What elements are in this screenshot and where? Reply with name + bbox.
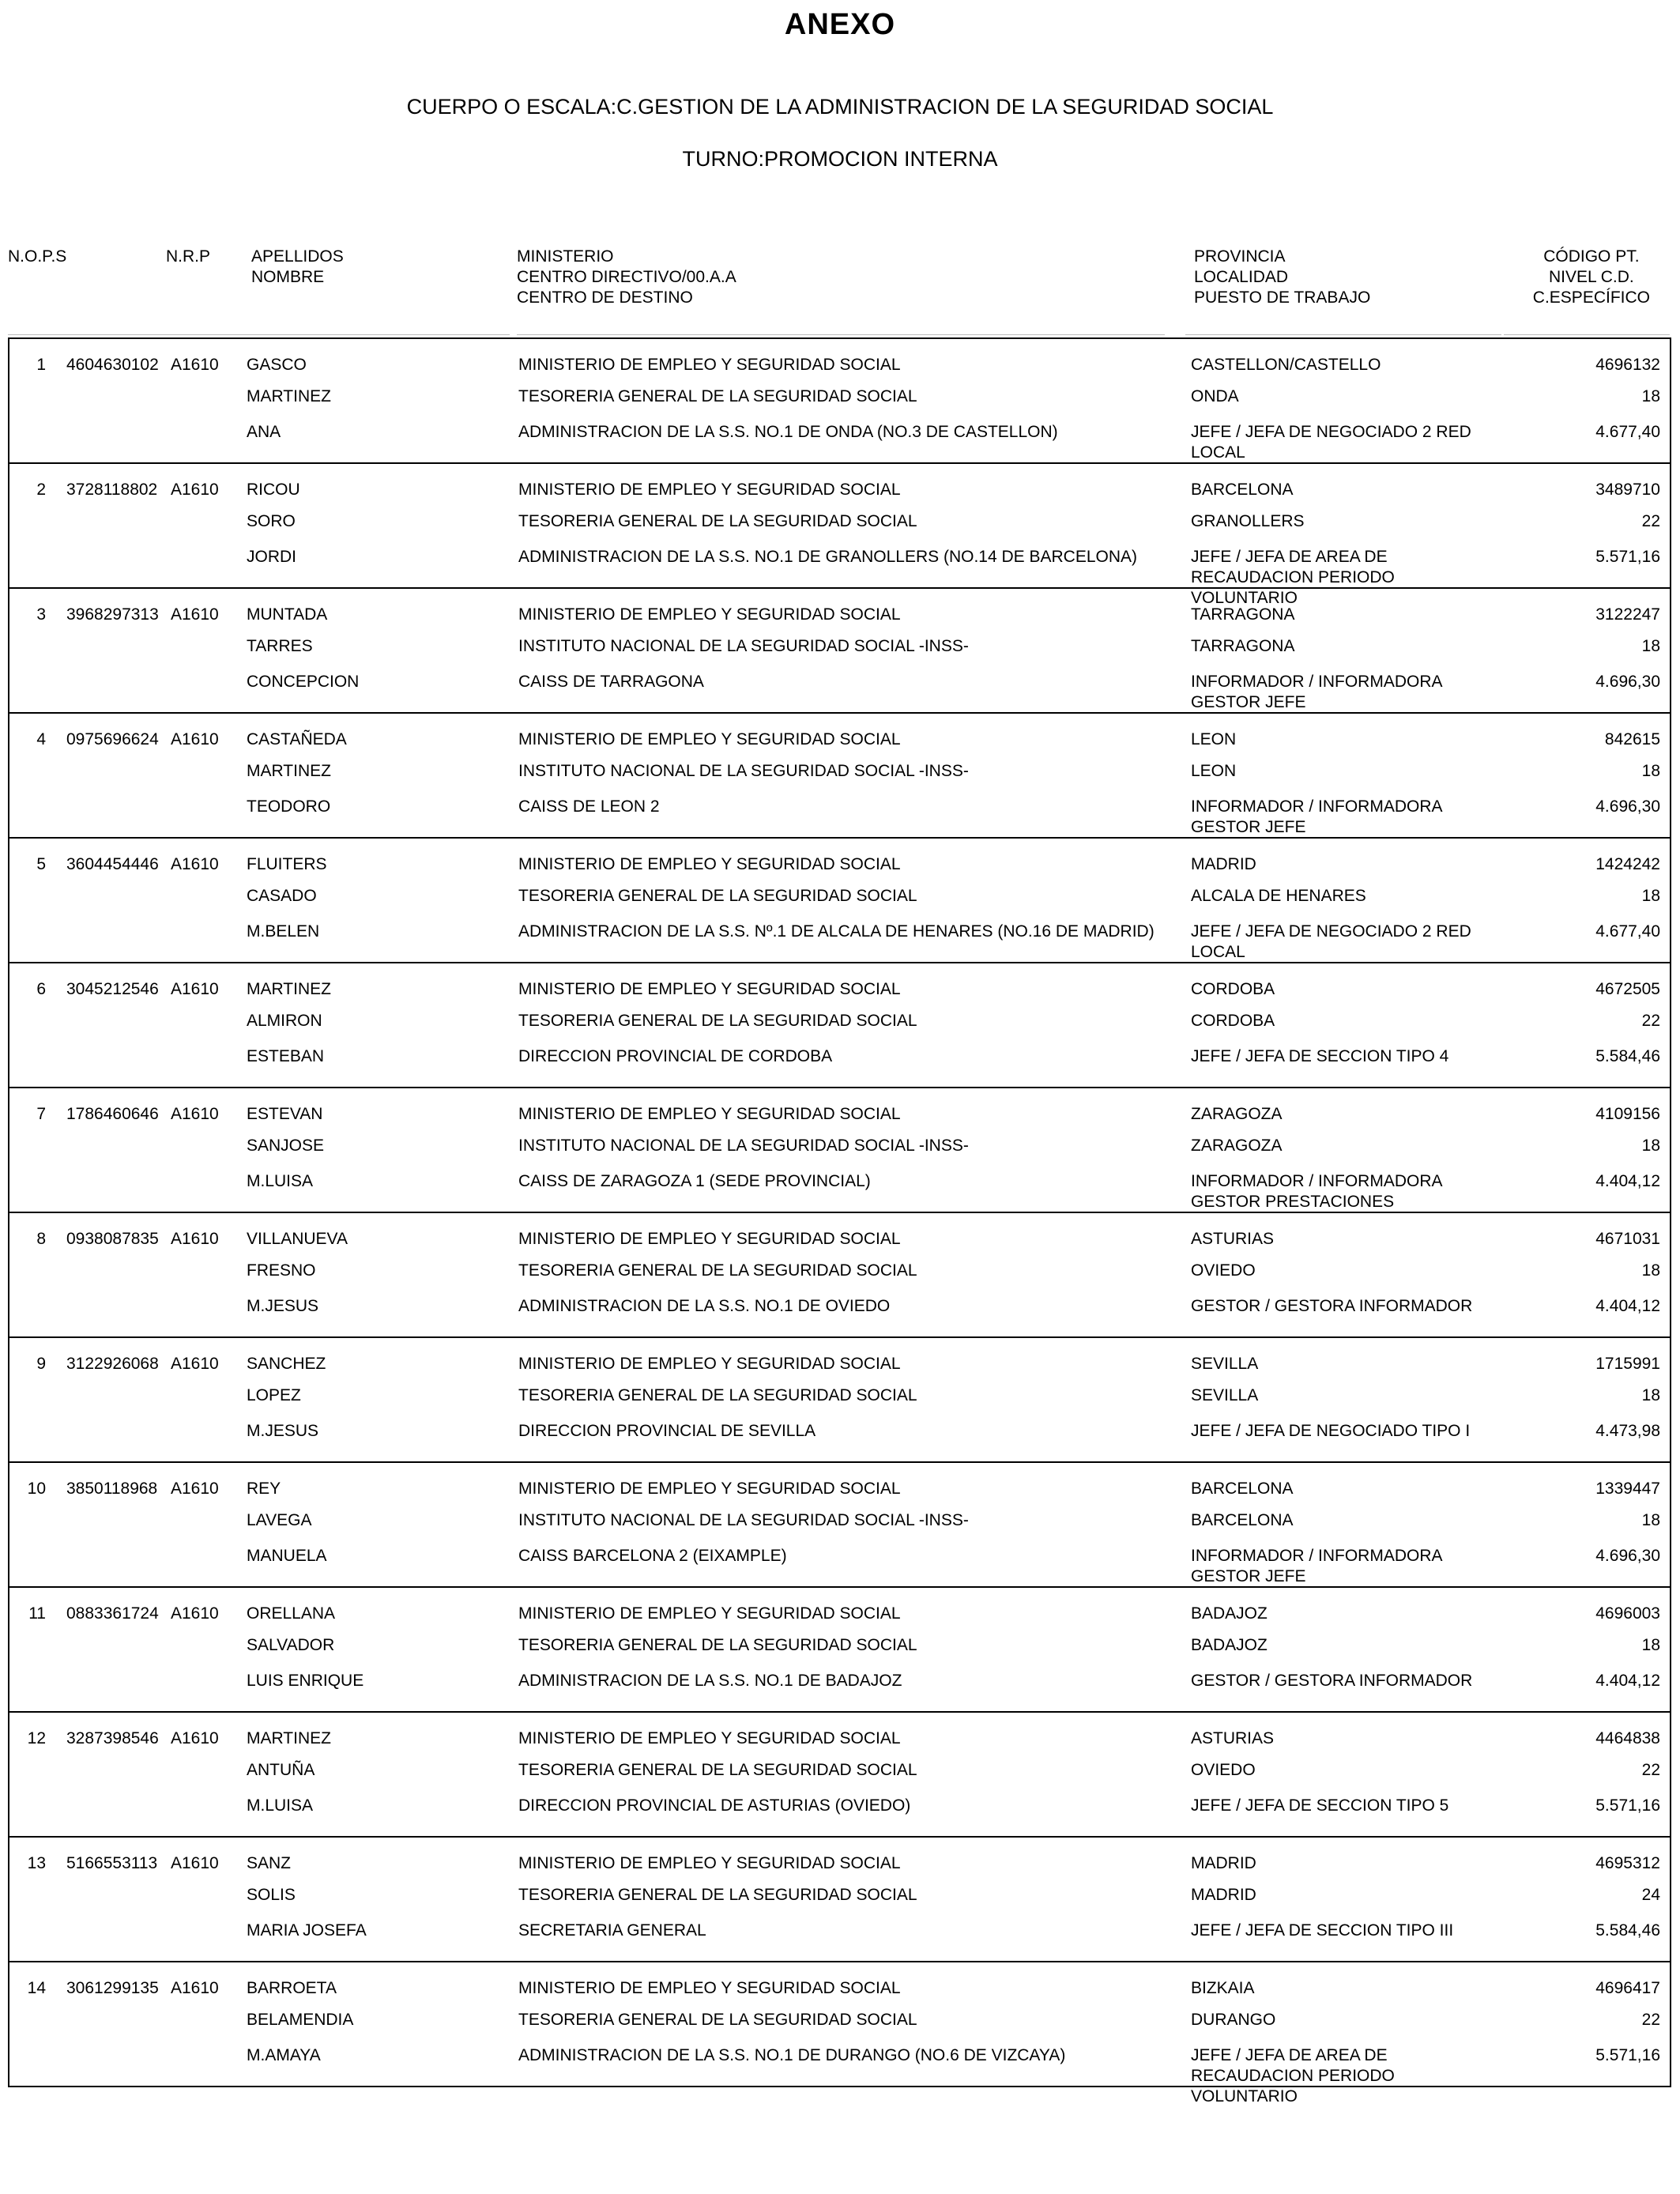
header-especifico-label: C.ESPECÍFICO	[1532, 288, 1650, 307]
record-index: 2	[36, 481, 46, 499]
record-nops: 0938087835	[66, 1230, 159, 1248]
header-nops-label: N.O.P.S	[8, 247, 67, 266]
record-nombre: JORDI	[247, 548, 296, 566]
record-apellido2: SALVADOR	[247, 1636, 335, 1654]
record-puesto: JEFE / JEFA DE SECCION TIPO 4	[1191, 1047, 1449, 1065]
record-nombre: M.LUISA	[247, 1172, 314, 1190]
record-centro-directivo: TESORERIA GENERAL DE LA SEGURIDAD SOCIAL	[518, 2011, 917, 2029]
record-nops: 1786460646	[66, 1105, 159, 1123]
record-nops: 4604630102	[66, 356, 159, 374]
record-codigo: 4696003	[1595, 1604, 1660, 1623]
header-codigo-block	[1533, 247, 1650, 308]
record-nops: 3045212546	[66, 980, 159, 998]
record-codigo: 3122247	[1595, 605, 1660, 624]
record-nivel: 18	[1641, 637, 1660, 655]
header-centro-destino-label: CENTRO DE DESTINO	[517, 288, 693, 307]
record-ministerio: MINISTERIO DE EMPLEO Y SEGURIDAD SOCIAL	[518, 1355, 901, 1373]
record-nrp: A1610	[171, 1230, 219, 1248]
record-row	[8, 1087, 1671, 1212]
record-apellido1: BARROETA	[247, 1979, 337, 1997]
record-centro-destino: CAISS DE LEON 2	[518, 797, 660, 816]
record-nops: 3850118968	[66, 1480, 158, 1498]
record-localidad: CORDOBA	[1191, 1012, 1275, 1030]
record-ministerio: MINISTERIO DE EMPLEO Y SEGURIDAD SOCIAL	[518, 481, 901, 499]
record-localidad: GRANOLLERS	[1191, 512, 1305, 530]
record-nivel: 18	[1641, 1261, 1660, 1280]
record-apellido2: TARRES	[247, 637, 313, 655]
record-nivel: 18	[1641, 387, 1660, 405]
record-ministerio: MINISTERIO DE EMPLEO Y SEGURIDAD SOCIAL	[518, 1729, 901, 1747]
record-centro-directivo: TESORERIA GENERAL DE LA SEGURIDAD SOCIAL	[518, 387, 917, 405]
record-row	[8, 1836, 1671, 1961]
record-provincia: BIZKAIA	[1191, 1979, 1255, 1997]
record-codigo: 4464838	[1595, 1729, 1660, 1747]
record-puesto: GESTOR / GESTORA INFORMADOR	[1191, 1297, 1473, 1315]
record-row	[8, 337, 1671, 462]
record-provincia: BARCELONA	[1191, 481, 1294, 499]
record-nombre: ESTEBAN	[247, 1047, 325, 1065]
header-nombre-label: NOMBRE	[251, 268, 325, 286]
record-ministerio: MINISTERIO DE EMPLEO Y SEGURIDAD SOCIAL	[518, 1604, 901, 1623]
header-ministerio-block	[517, 247, 736, 308]
record-especifico: 5.584,46	[1595, 1921, 1660, 1940]
record-row	[8, 587, 1671, 712]
record-apellido2: LOPEZ	[247, 1386, 301, 1404]
record-provincia: MADRID	[1191, 1854, 1256, 1872]
record-nivel: 22	[1641, 2011, 1660, 2029]
header-localidad-label: LOCALIDAD	[1194, 268, 1289, 286]
record-localidad: TARRAGONA	[1191, 637, 1295, 655]
record-index: 8	[36, 1230, 46, 1248]
record-nrp: A1610	[171, 356, 219, 374]
record-codigo: 3489710	[1595, 481, 1660, 499]
record-puesto: JEFE / JEFA DE AREA DE RECAUDACION PERIODO VOLUNTARIO	[1191, 548, 1395, 607]
record-ministerio: MINISTERIO DE EMPLEO Y SEGURIDAD SOCIAL	[518, 980, 901, 998]
header-codigo-label: CÓDIGO PT.	[1543, 247, 1640, 266]
record-nombre: LUIS ENRIQUE	[247, 1672, 364, 1690]
header-apellidos-nombre	[251, 247, 344, 288]
record-centro-directivo: TESORERIA GENERAL DE LA SEGURIDAD SOCIAL	[518, 1636, 917, 1654]
record-codigo: 842615	[1604, 730, 1660, 748]
record-codigo: 4696132	[1595, 356, 1660, 374]
record-apellido1: SANZ	[247, 1854, 292, 1872]
record-index: 9	[36, 1355, 46, 1373]
record-codigo: 1715991	[1595, 1355, 1660, 1373]
record-provincia: ASTURIAS	[1191, 1230, 1275, 1248]
record-centro-directivo: INSTITUTO NACIONAL DE LA SEGURIDAD SOCIAL -INSS-	[518, 1511, 969, 1529]
record-apellido1: ORELLANA	[247, 1604, 336, 1623]
record-apellido1: FLUITERS	[247, 855, 327, 873]
header-puesto-label: PUESTO DE TRABAJO	[1194, 288, 1371, 307]
record-ministerio: MINISTERIO DE EMPLEO Y SEGURIDAD SOCIAL	[518, 1105, 901, 1123]
record-localidad: OVIEDO	[1191, 1261, 1256, 1280]
record-index: 14	[27, 1979, 46, 1997]
record-nops: 3604454446	[66, 855, 159, 873]
record-apellido2: SOLIS	[247, 1886, 296, 1904]
header-nrp-label: N.R.P	[166, 247, 211, 266]
record-especifico: 4.404,12	[1595, 1297, 1660, 1315]
record-ministerio: MINISTERIO DE EMPLEO Y SEGURIDAD SOCIAL	[518, 1854, 901, 1872]
record-ministerio: MINISTERIO DE EMPLEO Y SEGURIDAD SOCIAL	[518, 730, 901, 748]
record-localidad: OVIEDO	[1191, 1761, 1256, 1779]
record-nombre: M.AMAYA	[247, 2046, 321, 2064]
record-apellido1: REY	[247, 1480, 281, 1498]
record-nivel: 18	[1641, 1386, 1660, 1404]
record-apellido2: ANTUÑA	[247, 1761, 315, 1779]
record-centro-destino: CAISS DE ZARAGOZA 1 (SEDE PROVINCIAL)	[518, 1172, 871, 1190]
record-centro-destino: ADMINISTRACION DE LA S.S. NO.1 DE BADAJOZ	[518, 1672, 902, 1690]
record-puesto: GESTOR / GESTORA INFORMADOR	[1191, 1672, 1473, 1690]
record-centro-destino: ADMINISTRACION DE LA S.S. Nº.1 DE ALCALA DE HENARES (NO.16 DE MADRID)	[518, 922, 1155, 941]
record-ministerio: MINISTERIO DE EMPLEO Y SEGURIDAD SOCIAL	[518, 605, 901, 624]
record-index: 11	[28, 1604, 46, 1623]
record-nombre: M.JESUS	[247, 1422, 319, 1440]
record-apellido1: ESTEVAN	[247, 1105, 323, 1123]
record-apellido1: RICOU	[247, 481, 300, 499]
record-apellido2: BELAMENDIA	[247, 2011, 354, 2029]
record-codigo: 1339447	[1595, 1480, 1660, 1498]
record-puesto: JEFE / JEFA DE SECCION TIPO III	[1191, 1921, 1454, 1940]
record-nivel: 22	[1641, 1761, 1660, 1779]
header-nops	[8, 247, 66, 267]
record-ministerio: MINISTERIO DE EMPLEO Y SEGURIDAD SOCIAL	[518, 1979, 901, 1997]
record-provincia: CORDOBA	[1191, 980, 1275, 998]
record-especifico: 5.571,16	[1595, 1796, 1660, 1815]
record-provincia: SEVILLA	[1191, 1355, 1259, 1373]
record-apellido1: GASCO	[247, 356, 307, 374]
record-ministerio: MINISTERIO DE EMPLEO Y SEGURIDAD SOCIAL	[518, 1480, 901, 1498]
record-nops: 5166553113	[66, 1854, 158, 1872]
record-apellido1: MARTINEZ	[247, 980, 331, 998]
record-puesto: INFORMADOR / INFORMADORA GESTOR JEFE	[1191, 1547, 1442, 1585]
record-codigo: 4695312	[1595, 1854, 1660, 1872]
record-nivel: 18	[1641, 1137, 1660, 1155]
record-centro-destino: ADMINISTRACION DE LA S.S. NO.1 DE GRANOLLERS (NO.14 DE BARCELONA)	[518, 548, 1138, 566]
record-apellido1: MARTINEZ	[247, 1729, 331, 1747]
record-row	[8, 962, 1671, 1087]
record-puesto: JEFE / JEFA DE NEGOCIADO 2 RED LOCAL	[1191, 423, 1471, 462]
record-centro-destino: ADMINISTRACION DE LA S.S. NO.1 DE DURANGO (NO.6 DE VIZCAYA)	[518, 2046, 1066, 2064]
record-centro-destino: CAISS BARCELONA 2 (EIXAMPLE)	[518, 1547, 787, 1565]
record-especifico: 4.473,98	[1595, 1422, 1660, 1440]
record-localidad: ONDA	[1191, 387, 1239, 405]
record-index: 6	[36, 980, 46, 998]
record-nivel: 18	[1641, 1636, 1660, 1654]
record-index: 13	[27, 1854, 46, 1872]
record-apellido2: ALMIRON	[247, 1012, 322, 1030]
record-nrp: A1610	[171, 980, 219, 998]
record-nivel: 18	[1641, 1511, 1660, 1529]
header-provincia-block	[1194, 247, 1370, 308]
record-apellido2: FRESNO	[247, 1261, 316, 1280]
record-row	[8, 1336, 1671, 1461]
header-rule-right	[1185, 334, 1501, 335]
record-centro-destino: ADMINISTRACION DE LA S.S. NO.1 DE ONDA (NO.3 DE CASTELLON)	[518, 423, 1058, 441]
record-localidad: MADRID	[1191, 1886, 1256, 1904]
record-ministerio: MINISTERIO DE EMPLEO Y SEGURIDAD SOCIAL	[518, 1230, 901, 1248]
record-row	[8, 712, 1671, 837]
record-nivel: 18	[1641, 887, 1660, 905]
record-row	[8, 837, 1671, 962]
record-apellido2: MARTINEZ	[247, 387, 331, 405]
record-index: 5	[36, 855, 46, 873]
record-puesto: JEFE / JEFA DE NEGOCIADO TIPO I	[1191, 1422, 1471, 1440]
record-provincia: ZARAGOZA	[1191, 1105, 1283, 1123]
record-localidad: ALCALA DE HENARES	[1191, 887, 1366, 905]
record-nrp: A1610	[171, 1105, 219, 1123]
record-localidad: BARCELONA	[1191, 1511, 1294, 1529]
record-codigo: 4672505	[1595, 980, 1660, 998]
record-provincia: TARRAGONA	[1191, 605, 1295, 624]
header-rule-middle	[517, 334, 1165, 335]
record-puesto: INFORMADOR / INFORMADORA GESTOR PRESTACIONES	[1191, 1172, 1442, 1211]
record-centro-directivo: TESORERIA GENERAL DE LA SEGURIDAD SOCIAL	[518, 1761, 917, 1779]
record-provincia: LEON	[1191, 730, 1237, 748]
record-nops: 3061299135	[66, 1979, 159, 1997]
record-especifico: 4.404,12	[1595, 1672, 1660, 1690]
header-nrp	[166, 247, 210, 267]
record-centro-directivo: TESORERIA GENERAL DE LA SEGURIDAD SOCIAL	[518, 512, 917, 530]
record-provincia: BADAJOZ	[1191, 1604, 1268, 1623]
record-nombre: M.JESUS	[247, 1297, 319, 1315]
record-nops: 3728118802	[66, 481, 158, 499]
record-index: 12	[27, 1729, 46, 1747]
record-index: 7	[36, 1105, 46, 1123]
record-especifico: 5.571,16	[1595, 548, 1660, 566]
record-apellido1: VILLANUEVA	[247, 1230, 348, 1248]
record-nops: 3968297313	[66, 605, 159, 624]
header-nivel-label: NIVEL C.D.	[1549, 268, 1634, 286]
record-nombre: CONCEPCION	[247, 673, 360, 691]
record-nops: 0883361724	[66, 1604, 159, 1623]
record-apellido2: MARTINEZ	[247, 762, 331, 780]
record-row	[8, 462, 1671, 607]
record-nrp: A1610	[171, 605, 219, 624]
record-row	[8, 1461, 1671, 1586]
record-puesto: JEFE / JEFA DE AREA DE RECAUDACION PERIODO VOLUNTARIO	[1191, 2046, 1395, 2105]
record-apellido1: SANCHEZ	[247, 1355, 326, 1373]
record-especifico: 4.677,40	[1595, 922, 1660, 941]
record-especifico: 4.696,30	[1595, 797, 1660, 816]
page-title: ANEXO	[784, 8, 896, 41]
record-nombre: TEODORO	[247, 797, 331, 816]
record-nops: 0975696624	[66, 730, 159, 748]
header-rule-end	[1504, 334, 1670, 335]
cuerpo-escala-line: CUERPO O ESCALA:C.GESTION DE LA ADMINISTRACION DE LA SEGURIDAD SOCIAL	[406, 95, 1274, 119]
record-puesto: JEFE / JEFA DE SECCION TIPO 5	[1191, 1796, 1449, 1815]
record-index: 10	[27, 1480, 46, 1498]
record-row	[8, 1711, 1671, 1836]
header-provincia-label: PROVINCIA	[1194, 247, 1286, 266]
record-apellido2: SORO	[247, 512, 296, 530]
record-centro-destino: DIRECCION PROVINCIAL DE CORDOBA	[518, 1047, 833, 1065]
record-codigo: 1424242	[1595, 855, 1660, 873]
record-puesto: JEFE / JEFA DE NEGOCIADO 2 RED LOCAL	[1191, 922, 1471, 961]
record-nrp: A1610	[171, 1854, 219, 1872]
record-centro-directivo: INSTITUTO NACIONAL DE LA SEGURIDAD SOCIAL -INSS-	[518, 762, 969, 780]
record-nrp: A1610	[171, 730, 219, 748]
record-especifico: 4.677,40	[1595, 423, 1660, 441]
record-row	[8, 1212, 1671, 1336]
record-nombre: M.LUISA	[247, 1796, 314, 1815]
header-centro-directivo-label: CENTRO DIRECTIVO/00.A.A	[517, 268, 736, 286]
record-especifico: 4.404,12	[1595, 1172, 1660, 1190]
record-nivel: 24	[1641, 1886, 1660, 1904]
record-provincia: MADRID	[1191, 855, 1256, 873]
record-localidad: SEVILLA	[1191, 1386, 1259, 1404]
record-centro-directivo: TESORERIA GENERAL DE LA SEGURIDAD SOCIAL	[518, 1886, 917, 1904]
record-centro-destino: SECRETARIA GENERAL	[518, 1921, 706, 1940]
record-localidad: LEON	[1191, 762, 1237, 780]
record-nombre: MARIA JOSEFA	[247, 1921, 367, 1940]
record-provincia: BARCELONA	[1191, 1480, 1294, 1498]
record-nivel: 18	[1641, 762, 1660, 780]
record-codigo: 4696417	[1595, 1979, 1660, 1997]
record-nops: 3287398546	[66, 1729, 159, 1747]
record-nombre: M.BELEN	[247, 922, 320, 941]
record-codigo: 4671031	[1595, 1230, 1660, 1248]
record-apellido2: LAVEGA	[247, 1511, 312, 1529]
record-especifico: 4.696,30	[1595, 1547, 1660, 1565]
record-apellido1: CASTAÑEDA	[247, 730, 347, 748]
record-nrp: A1610	[171, 1729, 219, 1747]
record-puesto: INFORMADOR / INFORMADORA GESTOR JEFE	[1191, 797, 1442, 836]
header-rule-left	[8, 334, 510, 335]
record-index: 4	[36, 730, 46, 748]
record-apellido2: CASADO	[247, 887, 317, 905]
record-especifico: 5.571,16	[1595, 2046, 1660, 2064]
record-nivel: 22	[1641, 512, 1660, 530]
record-row	[8, 1961, 1671, 2105]
record-especifico: 4.696,30	[1595, 673, 1660, 691]
record-especifico: 5.584,46	[1595, 1047, 1660, 1065]
record-nrp: A1610	[171, 1480, 219, 1498]
record-nops: 3122926068	[66, 1355, 159, 1373]
turno-line: TURNO:PROMOCION INTERNA	[682, 147, 998, 171]
record-localidad: DURANGO	[1191, 2011, 1276, 2029]
record-provincia: CASTELLON/CASTELLO	[1191, 356, 1381, 374]
record-centro-directivo: TESORERIA GENERAL DE LA SEGURIDAD SOCIAL	[518, 887, 917, 905]
record-apellido2: SANJOSE	[247, 1137, 325, 1155]
record-nrp: A1610	[171, 855, 219, 873]
record-ministerio: MINISTERIO DE EMPLEO Y SEGURIDAD SOCIAL	[518, 356, 901, 374]
record-nivel: 22	[1641, 1012, 1660, 1030]
record-nrp: A1610	[171, 1604, 219, 1623]
record-provincia: ASTURIAS	[1191, 1729, 1275, 1747]
record-row	[8, 1586, 1671, 1711]
record-centro-directivo: INSTITUTO NACIONAL DE LA SEGURIDAD SOCIAL -INSS-	[518, 1137, 969, 1155]
record-centro-destino: DIRECCION PROVINCIAL DE ASTURIAS (OVIEDO)	[518, 1796, 911, 1815]
record-puesto: INFORMADOR / INFORMADORA GESTOR JEFE	[1191, 673, 1442, 711]
record-nombre: MANUELA	[247, 1547, 327, 1565]
record-centro-destino: ADMINISTRACION DE LA S.S. NO.1 DE OVIEDO	[518, 1297, 891, 1315]
record-nrp: A1610	[171, 481, 219, 499]
header-apellidos-label: APELLIDOS	[251, 247, 344, 266]
record-index: 3	[36, 605, 46, 624]
record-centro-directivo: TESORERIA GENERAL DE LA SEGURIDAD SOCIAL	[518, 1012, 917, 1030]
record-centro-directivo: TESORERIA GENERAL DE LA SEGURIDAD SOCIAL	[518, 1261, 917, 1280]
record-localidad: ZARAGOZA	[1191, 1137, 1283, 1155]
record-centro-directivo: INSTITUTO NACIONAL DE LA SEGURIDAD SOCIAL -INSS-	[518, 637, 969, 655]
record-nombre: ANA	[247, 423, 281, 441]
record-centro-destino: CAISS DE TARRAGONA	[518, 673, 704, 691]
records-table	[8, 337, 1671, 2105]
record-ministerio: MINISTERIO DE EMPLEO Y SEGURIDAD SOCIAL	[518, 855, 901, 873]
record-localidad: BADAJOZ	[1191, 1636, 1268, 1654]
record-nrp: A1610	[171, 1355, 219, 1373]
record-index: 1	[36, 356, 46, 374]
record-apellido1: MUNTADA	[247, 605, 328, 624]
record-nrp: A1610	[171, 1979, 219, 1997]
header-ministerio-label: MINISTERIO	[517, 247, 614, 266]
record-codigo: 4109156	[1595, 1105, 1660, 1123]
record-centro-directivo: TESORERIA GENERAL DE LA SEGURIDAD SOCIAL	[518, 1386, 917, 1404]
record-centro-destino: DIRECCION PROVINCIAL DE SEVILLA	[518, 1422, 816, 1440]
